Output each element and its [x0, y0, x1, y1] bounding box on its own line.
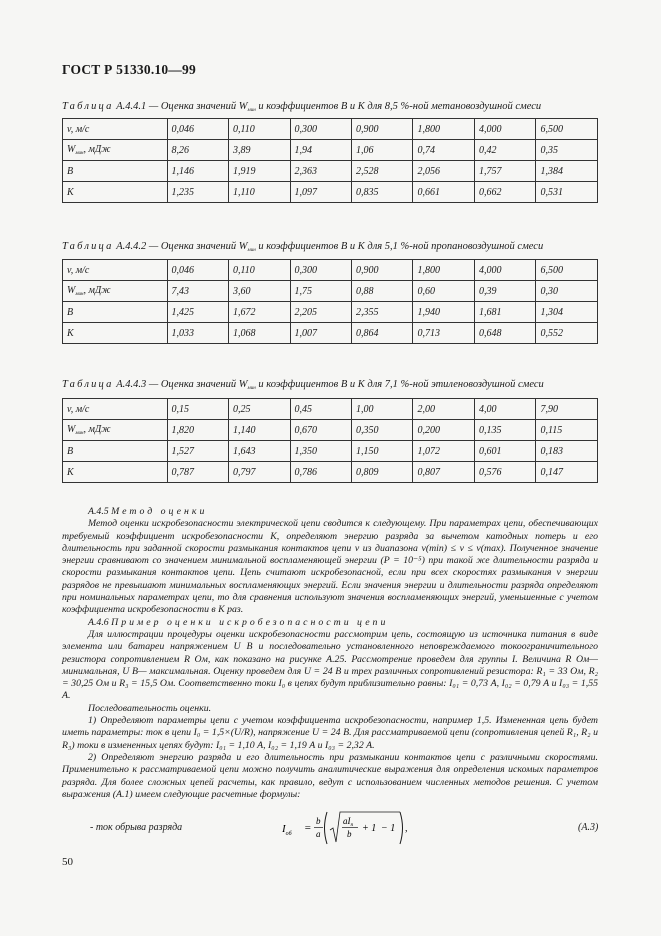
- table-cell: 1,940: [413, 302, 474, 323]
- table-row: [63, 182, 598, 203]
- table-cell: 0,601: [474, 441, 535, 462]
- table-row: [63, 441, 598, 462]
- table-cell: 2,363: [290, 161, 351, 182]
- table-cell: 0,797: [229, 462, 290, 483]
- table-cell: 0,183: [536, 441, 598, 462]
- table-caption-1: Таблица А.4.4.1 — Оценка значений $W_{мин}$ и коэффициентов B и K для 8,5 %-ной метановоздушной смеси: [62, 101, 542, 113]
- formula-frac1-den: a: [316, 829, 321, 839]
- table-cell: 0,900: [351, 119, 412, 140]
- table-cell: 6,500: [536, 119, 598, 140]
- table-cell: 3,60: [229, 281, 290, 302]
- data-table-3: [62, 398, 598, 483]
- table-cell: 1,75: [290, 281, 351, 302]
- table-cell: 0,661: [413, 182, 474, 203]
- table-cell: 0,662: [474, 182, 535, 203]
- table-cell: 1,140: [229, 420, 290, 441]
- table-cell: 1,097: [290, 182, 351, 203]
- table-cell: 0,115: [536, 420, 598, 441]
- table-cell: 1,643: [229, 441, 290, 462]
- table-cell: 0,45: [290, 399, 351, 420]
- paragraph-a446-2: Последовательность оценки.: [88, 702, 212, 714]
- table-cell: 0,864: [351, 323, 412, 344]
- table-cell: 0,88: [351, 281, 412, 302]
- table-cell: 0,42: [474, 140, 535, 161]
- table-cell: 0,046: [167, 260, 228, 281]
- table-cell: 0,39: [474, 281, 535, 302]
- section-heading-a445: А.4.5 Метод оценки: [88, 506, 208, 517]
- table-cell: 0,110: [229, 119, 290, 140]
- table-cell: 0,807: [413, 462, 474, 483]
- formula-left-paren: [325, 812, 328, 844]
- table-cell: 1,146: [167, 161, 228, 182]
- table-cell: 0,147: [536, 462, 598, 483]
- paragraph-a446-1: Для иллюстрации процедуры оценки искробезопасности рассмотрим цепь, состоящую из источника питания в виде элемента или батареи напряжением U B и последовательно установленного неповреждаемого токоограничительного резистора сопротивлением R Ом, как показано на рисунке А.25. Рассмотрение проведем для группы I. Величина R Ом— минимальная, U B— максимальная. Оценку проведем для U = 24 В и трех различных сопротивлений резистора: R₁ = 33 Ом, R₂ = 30,25 Ом и R₃ = 15,5 Ом. Соответственно токи I₀ в цепях будут приблизительно равны: I₀₁ = 0,73 А, I₀₂ = 0,79 А и I₀₃ = 1,55 А.: [62, 628, 598, 702]
- table-cell: 0,531: [536, 182, 598, 203]
- table-cell: 1,94: [290, 140, 351, 161]
- table-cell: 0,900: [351, 260, 412, 281]
- table-cell: 4,000: [474, 260, 535, 281]
- formula-a3: [282, 808, 432, 853]
- table-cell: 0,350: [351, 420, 412, 441]
- table-cell: 6,500: [536, 260, 598, 281]
- formula-tail1: + 1: [362, 823, 377, 834]
- table-cell: 0,35: [536, 140, 598, 161]
- formula-frac1-num: b: [316, 816, 321, 826]
- row-label: $W_{мин}$, мДж: [63, 281, 168, 302]
- table-row: [63, 281, 598, 302]
- table-cell: 2,056: [413, 161, 474, 182]
- table-cell: 1,072: [413, 441, 474, 462]
- table-cell: 1,800: [413, 119, 474, 140]
- table-cell: 1,800: [413, 260, 474, 281]
- table-cell: 0,135: [474, 420, 535, 441]
- table-cell: 4,000: [474, 119, 535, 140]
- table-cell: 1,00: [351, 399, 412, 420]
- row-label: K: [63, 323, 168, 344]
- formula-lhs: $I_{об}$: [282, 823, 292, 837]
- table-cell: 0,200: [413, 420, 474, 441]
- table-cell: 0,670: [290, 420, 351, 441]
- table-cell: 2,355: [351, 302, 412, 323]
- table-cell: 1,235: [167, 182, 228, 203]
- table-row: [63, 260, 598, 281]
- table-cell: 1,757: [474, 161, 535, 182]
- table-cell: 1,681: [474, 302, 535, 323]
- row-label: v, м/с: [63, 260, 168, 281]
- table-cell: 1,820: [167, 420, 228, 441]
- table-cell: 0,046: [167, 119, 228, 140]
- table-cell: 0,300: [290, 260, 351, 281]
- table-row: [63, 140, 598, 161]
- formula-number: (А.3): [578, 822, 599, 833]
- row-label: $W_{мин}$, мДж: [63, 140, 168, 161]
- data-table-2: [62, 259, 598, 344]
- table-cell: 1,150: [351, 441, 412, 462]
- row-label: $W_{мин}$, мДж: [63, 420, 168, 441]
- page-number: 50: [62, 856, 73, 868]
- document-header: ГОСТ Р 51330.10—99: [62, 62, 196, 77]
- table-caption-2: Таблица А.4.4.2 — Оценка значений $W_{мин}$ и коэффициентов B и K для 5,1 %-ной пропановоздушной смеси: [62, 241, 544, 253]
- table-cell: 0,300: [290, 119, 351, 140]
- table-cell: 0,786: [290, 462, 351, 483]
- row-label: v, м/с: [63, 399, 168, 420]
- table-cell: 1,033: [167, 323, 228, 344]
- table-row: [63, 399, 598, 420]
- table-cell: 0,15: [167, 399, 228, 420]
- table-cell: 3,89: [229, 140, 290, 161]
- paragraph-a445-1: Метод оценки искробезопасности электрической цепи сводится к следующему. При параметрах цепи, обеспечивающих требуемый коэффициент искробезопасности K, определяют энергию разряда за вычетом катодных потерь и его длительность при заданной скорости размыкания контактов цепи v из диапазона v(min) ≤ v ≤ v(max). Полученное значение энергии сравнивают со значением минимальной воспламеняющей энергии (P = 10⁻⁵) при такой же длительности разряда и скорости размыкания контактов цепи. Цепь считают искробезопасной, если при всех скоростях размыкания v энергии разрядов не превышают минимальных воспламеняющих энергий. Если значения энергии и длительности разряда определяют при номинальных параметрах цепи, то для сравнения используют значения воспламеняющих энергий, уменьшенные с учетом коэффициента искробезопасности в K раз.: [62, 518, 598, 616]
- table-cell: 1,304: [536, 302, 598, 323]
- table-cell: 1,672: [229, 302, 290, 323]
- paragraph-a446-4: 2) Определяют энергию разряда и его длительность при размыкании контактов цепи с различными скоростями. Применительно к рассматриваемой цепи можно получить аналитические выражения для определения искомых параметров разряда. Для более сложных цепей расчеты, как правило, ведут с использованием численных методов решения. С учетом выражения (А.1) имеем следующие расчетные формулы:: [62, 751, 598, 800]
- section-heading-a446: А.4.6 Пример оценки искробезопасности цепи: [88, 616, 389, 628]
- table-cell: 0,30: [536, 281, 598, 302]
- table-cell: 1,527: [167, 441, 228, 462]
- table-cell: 0,809: [351, 462, 412, 483]
- table-cell: 0,576: [474, 462, 535, 483]
- table-cell: 1,007: [290, 323, 351, 344]
- row-label: B: [63, 302, 168, 323]
- table-cell: 1,068: [229, 323, 290, 344]
- table-cell: 0,74: [413, 140, 474, 161]
- formula-graphic: [282, 808, 432, 850]
- row-label: B: [63, 161, 168, 182]
- formula-tail2: − 1: [381, 823, 396, 834]
- paragraph-a446-3: 1) Определяют параметры цепи с учетом коэффициента искробезопасности, например 1,5. Измененная цепь будет иметь параметры: ток в цепи I₀ = 1,5×(U/R), напряжение U = 24 В. Для рассматриваемой цепи (сопротивления цепей R₁, R₂ и R₃) токи в измененных цепях будут: I₀₁ = 1,10 А, I₀₂ = 1,19 А и I₀₃ = 2,32 А.: [62, 715, 598, 751]
- table-row: [63, 420, 598, 441]
- table-row: [63, 323, 598, 344]
- formula-comma: ,: [405, 823, 408, 834]
- table-row: [63, 462, 598, 483]
- table-cell: 7,43: [167, 281, 228, 302]
- table-row: [63, 161, 598, 182]
- table-cell: 8,26: [167, 140, 228, 161]
- table-cell: 0,25: [229, 399, 290, 420]
- formula-right-paren: [400, 812, 403, 844]
- table-cell: 0,60: [413, 281, 474, 302]
- table-cell: 2,00: [413, 399, 474, 420]
- table-cell: 0,648: [474, 323, 535, 344]
- table-cell: 0,110: [229, 260, 290, 281]
- body-text: [62, 506, 598, 801]
- table-cell: 1,425: [167, 302, 228, 323]
- table-cell: 1,350: [290, 441, 351, 462]
- table-row: [63, 119, 598, 140]
- formula-frac2-den: b: [347, 829, 352, 839]
- table-cell: 2,528: [351, 161, 412, 182]
- table-cell: 0,713: [413, 323, 474, 344]
- table-row: [63, 302, 598, 323]
- table-cell: 1,919: [229, 161, 290, 182]
- table-cell: 7,90: [536, 399, 598, 420]
- row-label: K: [63, 462, 168, 483]
- table-caption-3: Таблица А.4.4.3 — Оценка значений $W_{мин}$ и коэффициентов B и K для 7,1 %-ной этиленовоздушной смеси: [62, 379, 544, 391]
- table-cell: 0,787: [167, 462, 228, 483]
- row-label: K: [63, 182, 168, 203]
- row-label: B: [63, 441, 168, 462]
- table-cell: 1,110: [229, 182, 290, 203]
- data-table-1: [62, 118, 598, 203]
- table-cell: 2,205: [290, 302, 351, 323]
- table-cell: 1,06: [351, 140, 412, 161]
- formula-eq: =: [304, 822, 312, 834]
- formula-label: - ток обрыва разряда: [90, 822, 183, 833]
- table-cell: 1,384: [536, 161, 598, 182]
- formula-frac2-num: $aI_п$: [343, 816, 354, 828]
- row-label: v, м/с: [63, 119, 168, 140]
- table-cell: 0,552: [536, 323, 598, 344]
- table-cell: 0,835: [351, 182, 412, 203]
- table-cell: 4,00: [474, 399, 535, 420]
